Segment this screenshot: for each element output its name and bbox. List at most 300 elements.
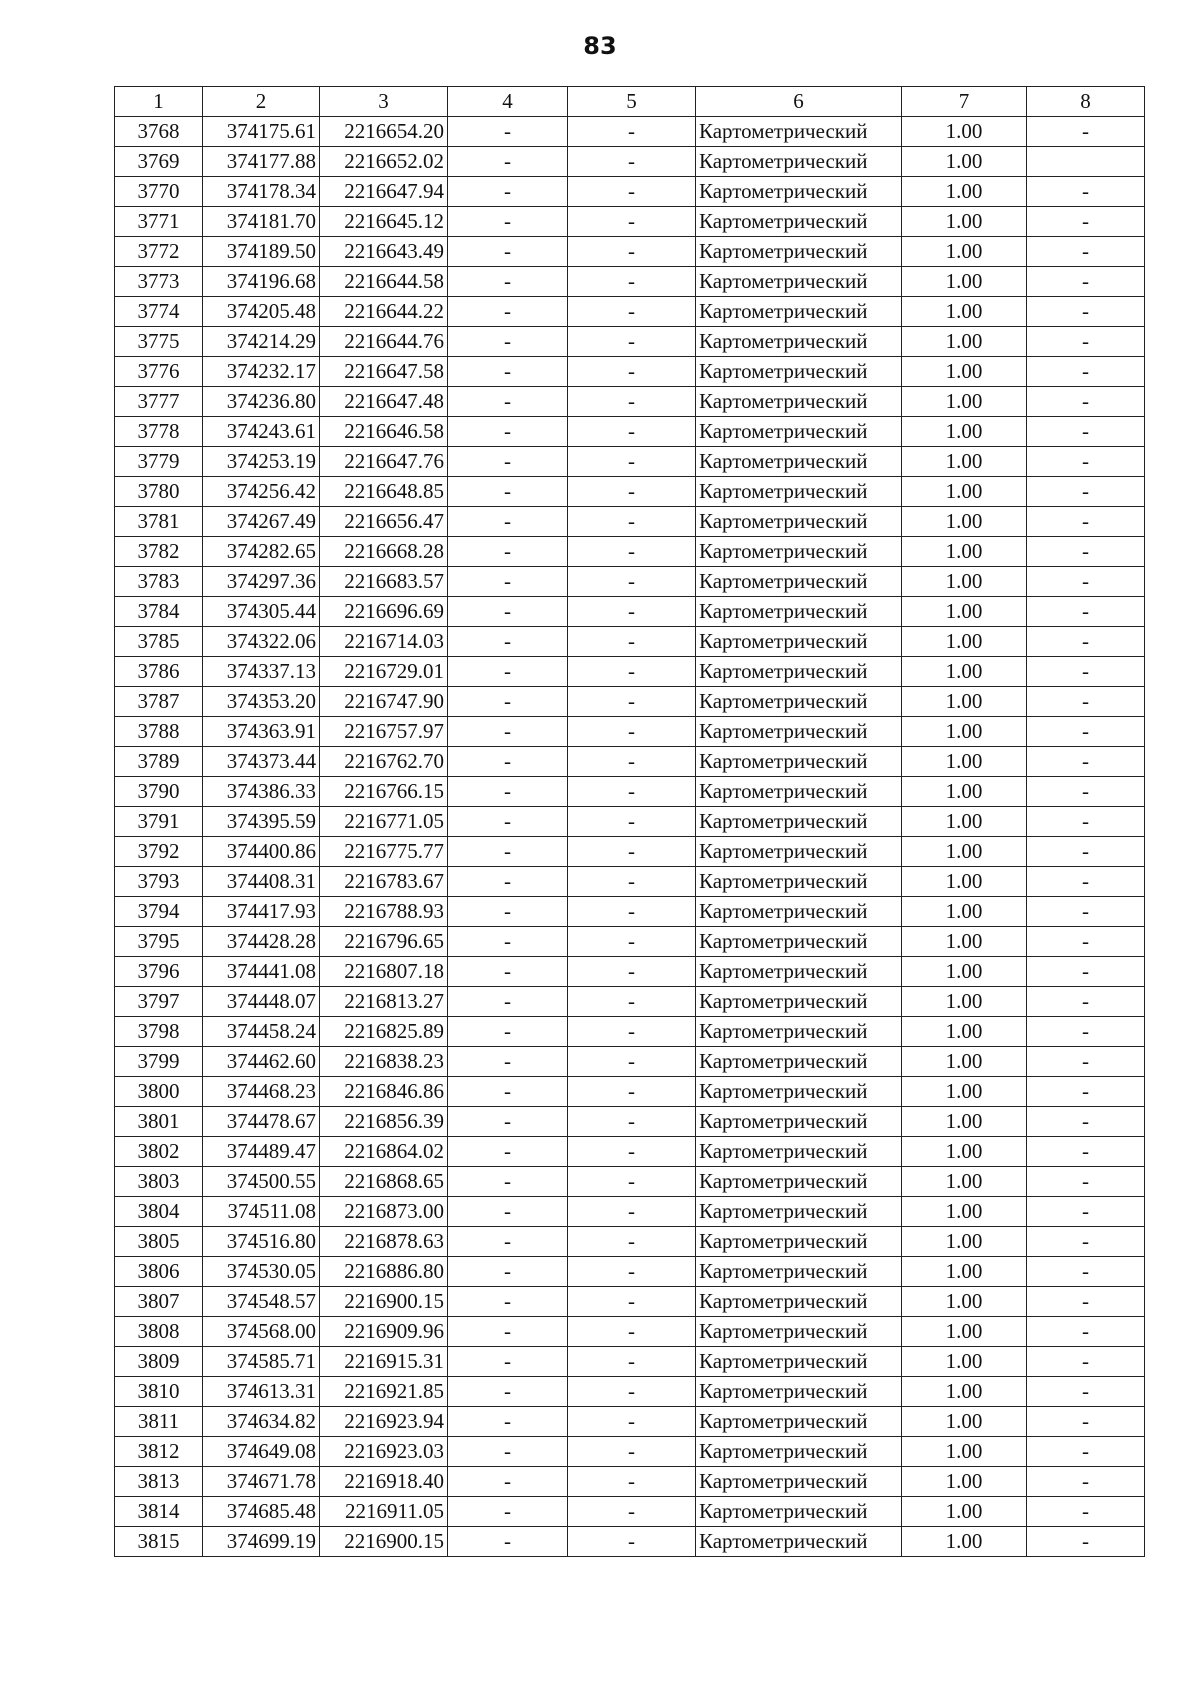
point-number-cell: 3784 — [115, 597, 203, 627]
y-coordinate-cell: 2216644.58 — [320, 267, 448, 297]
table-row — [115, 1257, 1145, 1287]
point-number-cell: 3814 — [115, 1497, 203, 1527]
table-row — [115, 1137, 1145, 1167]
y-coordinate-cell: 2216864.02 — [320, 1137, 448, 1167]
column-4-cell: - — [448, 1527, 568, 1557]
table-row — [115, 177, 1145, 207]
point-number-cell: 3772 — [115, 237, 203, 267]
column-8-cell: - — [1027, 1407, 1145, 1437]
column-8-cell: - — [1027, 627, 1145, 657]
column-header-6: 6 — [696, 87, 902, 117]
method-cell: Картометрический — [696, 267, 902, 297]
point-number-cell: 3783 — [115, 567, 203, 597]
x-coordinate-cell: 374417.93 — [203, 897, 320, 927]
x-coordinate-cell: 374548.57 — [203, 1287, 320, 1317]
method-cell: Картометрический — [696, 687, 902, 717]
x-coordinate-cell: 374468.23 — [203, 1077, 320, 1107]
accuracy-cell: 1.00 — [902, 417, 1027, 447]
table-row — [115, 447, 1145, 477]
column-4-cell: - — [448, 447, 568, 477]
table-row — [115, 777, 1145, 807]
column-8-cell: - — [1027, 117, 1145, 147]
column-8-cell: - — [1027, 1467, 1145, 1497]
column-5-cell: - — [568, 1197, 696, 1227]
x-coordinate-cell: 374297.36 — [203, 567, 320, 597]
accuracy-cell: 1.00 — [902, 897, 1027, 927]
point-number-cell: 3793 — [115, 867, 203, 897]
method-cell: Картометрический — [696, 507, 902, 537]
method-cell: Картометрический — [696, 927, 902, 957]
column-8-cell: - — [1027, 1257, 1145, 1287]
column-5-cell: - — [568, 687, 696, 717]
column-8-cell: - — [1027, 897, 1145, 927]
point-number-cell: 3806 — [115, 1257, 203, 1287]
column-8-cell: - — [1027, 537, 1145, 567]
x-coordinate-cell: 374585.71 — [203, 1347, 320, 1377]
table-row — [115, 867, 1145, 897]
accuracy-cell: 1.00 — [902, 1047, 1027, 1077]
column-8-cell: - — [1027, 987, 1145, 1017]
table-row — [115, 117, 1145, 147]
accuracy-cell: 1.00 — [902, 1167, 1027, 1197]
method-cell: Картометрический — [696, 447, 902, 477]
x-coordinate-cell: 374649.08 — [203, 1437, 320, 1467]
column-8-cell — [1027, 147, 1145, 177]
column-8-cell: - — [1027, 1227, 1145, 1257]
table-header-row — [115, 87, 1145, 117]
column-4-cell: - — [448, 1107, 568, 1137]
method-cell: Картометрический — [696, 327, 902, 357]
point-number-cell: 3779 — [115, 447, 203, 477]
point-number-cell: 3802 — [115, 1137, 203, 1167]
column-8-cell: - — [1027, 1107, 1145, 1137]
y-coordinate-cell: 2216648.85 — [320, 477, 448, 507]
x-coordinate-cell: 374613.31 — [203, 1377, 320, 1407]
point-number-cell: 3801 — [115, 1107, 203, 1137]
y-coordinate-cell: 2216645.12 — [320, 207, 448, 237]
column-8-cell: - — [1027, 807, 1145, 837]
column-4-cell: - — [448, 867, 568, 897]
column-5-cell: - — [568, 777, 696, 807]
column-4-cell: - — [448, 1167, 568, 1197]
column-4-cell: - — [448, 1077, 568, 1107]
accuracy-cell: 1.00 — [902, 117, 1027, 147]
table-row — [115, 837, 1145, 867]
accuracy-cell: 1.00 — [902, 177, 1027, 207]
point-number-cell: 3768 — [115, 117, 203, 147]
y-coordinate-cell: 2216856.39 — [320, 1107, 448, 1137]
column-4-cell: - — [448, 417, 568, 447]
column-header-4: 4 — [448, 87, 568, 117]
accuracy-cell: 1.00 — [902, 1467, 1027, 1497]
table-row — [115, 567, 1145, 597]
column-5-cell: - — [568, 657, 696, 687]
point-number-cell: 3778 — [115, 417, 203, 447]
method-cell: Картометрический — [696, 627, 902, 657]
x-coordinate-cell: 374322.06 — [203, 627, 320, 657]
accuracy-cell: 1.00 — [902, 627, 1027, 657]
column-4-cell: - — [448, 567, 568, 597]
point-number-cell: 3808 — [115, 1317, 203, 1347]
y-coordinate-cell: 2216714.03 — [320, 627, 448, 657]
column-5-cell: - — [568, 447, 696, 477]
table-row — [115, 1047, 1145, 1077]
x-coordinate-cell: 374395.59 — [203, 807, 320, 837]
accuracy-cell: 1.00 — [902, 1527, 1027, 1557]
point-number-cell: 3811 — [115, 1407, 203, 1437]
column-4-cell: - — [448, 237, 568, 267]
accuracy-cell: 1.00 — [902, 477, 1027, 507]
column-5-cell: - — [568, 357, 696, 387]
accuracy-cell: 1.00 — [902, 1017, 1027, 1047]
column-8-cell: - — [1027, 1497, 1145, 1527]
point-number-cell: 3796 — [115, 957, 203, 987]
column-5-cell: - — [568, 237, 696, 267]
method-cell: Картометрический — [696, 1107, 902, 1137]
point-number-cell: 3782 — [115, 537, 203, 567]
accuracy-cell: 1.00 — [902, 357, 1027, 387]
accuracy-cell: 1.00 — [902, 987, 1027, 1017]
point-number-cell: 3813 — [115, 1467, 203, 1497]
column-4-cell: - — [448, 957, 568, 987]
column-4-cell: - — [448, 627, 568, 657]
accuracy-cell: 1.00 — [902, 1227, 1027, 1257]
x-coordinate-cell: 374175.61 — [203, 117, 320, 147]
accuracy-cell: 1.00 — [902, 237, 1027, 267]
y-coordinate-cell: 2216757.97 — [320, 717, 448, 747]
column-5-cell: - — [568, 1047, 696, 1077]
x-coordinate-cell: 374181.70 — [203, 207, 320, 237]
column-8-cell: - — [1027, 1137, 1145, 1167]
point-number-cell: 3804 — [115, 1197, 203, 1227]
table-row — [115, 297, 1145, 327]
x-coordinate-cell: 374282.65 — [203, 537, 320, 567]
table-row — [115, 357, 1145, 387]
y-coordinate-cell: 2216656.47 — [320, 507, 448, 537]
table-row — [115, 987, 1145, 1017]
column-5-cell: - — [568, 1107, 696, 1137]
column-5-cell: - — [568, 1077, 696, 1107]
y-coordinate-cell: 2216747.90 — [320, 687, 448, 717]
method-cell: Картометрический — [696, 807, 902, 837]
x-coordinate-cell: 374671.78 — [203, 1467, 320, 1497]
table-row — [115, 1377, 1145, 1407]
column-4-cell: - — [448, 1197, 568, 1227]
x-coordinate-cell: 374634.82 — [203, 1407, 320, 1437]
y-coordinate-cell: 2216923.94 — [320, 1407, 448, 1437]
column-5-cell: - — [568, 1527, 696, 1557]
y-coordinate-cell: 2216796.65 — [320, 927, 448, 957]
method-cell: Картометрический — [696, 117, 902, 147]
column-5-cell: - — [568, 1017, 696, 1047]
table-row — [115, 417, 1145, 447]
method-cell: Картометрический — [696, 1227, 902, 1257]
point-number-cell: 3769 — [115, 147, 203, 177]
coordinates-table — [114, 86, 1145, 1557]
column-8-cell: - — [1027, 957, 1145, 987]
point-number-cell: 3788 — [115, 717, 203, 747]
column-4-cell: - — [448, 117, 568, 147]
column-4-cell: - — [448, 147, 568, 177]
y-coordinate-cell: 2216696.69 — [320, 597, 448, 627]
y-coordinate-cell: 2216909.96 — [320, 1317, 448, 1347]
column-4-cell: - — [448, 387, 568, 417]
y-coordinate-cell: 2216654.20 — [320, 117, 448, 147]
x-coordinate-cell: 374177.88 — [203, 147, 320, 177]
y-coordinate-cell: 2216775.77 — [320, 837, 448, 867]
point-number-cell: 3798 — [115, 1017, 203, 1047]
x-coordinate-cell: 374253.19 — [203, 447, 320, 477]
x-coordinate-cell: 374516.80 — [203, 1227, 320, 1257]
table-row — [115, 1437, 1145, 1467]
method-cell: Картометрический — [696, 897, 902, 927]
column-4-cell: - — [448, 837, 568, 867]
column-4-cell: - — [448, 717, 568, 747]
accuracy-cell: 1.00 — [902, 387, 1027, 417]
column-8-cell: - — [1027, 1167, 1145, 1197]
table-row — [115, 1317, 1145, 1347]
method-cell: Картометрический — [696, 1137, 902, 1167]
column-4-cell: - — [448, 777, 568, 807]
table-row — [115, 1287, 1145, 1317]
column-8-cell: - — [1027, 1287, 1145, 1317]
y-coordinate-cell: 2216668.28 — [320, 537, 448, 567]
y-coordinate-cell: 2216868.65 — [320, 1167, 448, 1197]
column-8-cell: - — [1027, 447, 1145, 477]
point-number-cell: 3780 — [115, 477, 203, 507]
point-number-cell: 3800 — [115, 1077, 203, 1107]
column-5-cell: - — [568, 1437, 696, 1467]
column-4-cell: - — [448, 1407, 568, 1437]
column-4-cell: - — [448, 807, 568, 837]
method-cell: Картометрический — [696, 747, 902, 777]
accuracy-cell: 1.00 — [902, 1107, 1027, 1137]
column-4-cell: - — [448, 1287, 568, 1317]
method-cell: Картометрический — [696, 1497, 902, 1527]
method-cell: Картометрический — [696, 1257, 902, 1287]
column-5-cell: - — [568, 1467, 696, 1497]
point-number-cell: 3771 — [115, 207, 203, 237]
column-8-cell: - — [1027, 237, 1145, 267]
column-5-cell: - — [568, 1347, 696, 1377]
column-4-cell: - — [448, 1257, 568, 1287]
method-cell: Картометрический — [696, 237, 902, 267]
column-8-cell: - — [1027, 747, 1145, 777]
column-header-8: 8 — [1027, 87, 1145, 117]
table-row — [115, 1497, 1145, 1527]
y-coordinate-cell: 2216900.15 — [320, 1287, 448, 1317]
accuracy-cell: 1.00 — [902, 1287, 1027, 1317]
x-coordinate-cell: 374386.33 — [203, 777, 320, 807]
column-8-cell: - — [1027, 597, 1145, 627]
x-coordinate-cell: 374530.05 — [203, 1257, 320, 1287]
accuracy-cell: 1.00 — [902, 1197, 1027, 1227]
method-cell: Картометрический — [696, 1317, 902, 1347]
column-5-cell: - — [568, 1377, 696, 1407]
accuracy-cell: 1.00 — [902, 837, 1027, 867]
method-cell: Картометрический — [696, 567, 902, 597]
y-coordinate-cell: 2216643.49 — [320, 237, 448, 267]
table-row — [115, 207, 1145, 237]
column-4-cell: - — [448, 327, 568, 357]
column-header-3: 3 — [320, 87, 448, 117]
column-8-cell: - — [1027, 717, 1145, 747]
y-coordinate-cell: 2216644.76 — [320, 327, 448, 357]
x-coordinate-cell: 374685.48 — [203, 1497, 320, 1527]
y-coordinate-cell: 2216647.58 — [320, 357, 448, 387]
table-row — [115, 267, 1145, 297]
column-4-cell: - — [448, 267, 568, 297]
column-5-cell: - — [568, 957, 696, 987]
column-4-cell: - — [448, 1317, 568, 1347]
y-coordinate-cell: 2216647.48 — [320, 387, 448, 417]
column-5-cell: - — [568, 1257, 696, 1287]
point-number-cell: 3799 — [115, 1047, 203, 1077]
x-coordinate-cell: 374478.67 — [203, 1107, 320, 1137]
accuracy-cell: 1.00 — [902, 567, 1027, 597]
y-coordinate-cell: 2216807.18 — [320, 957, 448, 987]
column-header-5: 5 — [568, 87, 696, 117]
x-coordinate-cell: 374337.13 — [203, 657, 320, 687]
y-coordinate-cell: 2216647.76 — [320, 447, 448, 477]
table-body — [115, 117, 1145, 1557]
point-number-cell: 3812 — [115, 1437, 203, 1467]
column-5-cell: - — [568, 987, 696, 1017]
column-5-cell: - — [568, 897, 696, 927]
y-coordinate-cell: 2216647.94 — [320, 177, 448, 207]
method-cell: Картометрический — [696, 357, 902, 387]
table-row — [115, 537, 1145, 567]
page-number: 83 — [583, 32, 617, 60]
column-8-cell: - — [1027, 387, 1145, 417]
method-cell: Картометрический — [696, 477, 902, 507]
accuracy-cell: 1.00 — [902, 1077, 1027, 1107]
accuracy-cell: 1.00 — [902, 1137, 1027, 1167]
column-5-cell: - — [568, 417, 696, 447]
column-4-cell: - — [448, 1347, 568, 1377]
accuracy-cell: 1.00 — [902, 1377, 1027, 1407]
table-row — [115, 1077, 1145, 1107]
method-cell: Картометрический — [696, 387, 902, 417]
point-number-cell: 3795 — [115, 927, 203, 957]
accuracy-cell: 1.00 — [902, 957, 1027, 987]
y-coordinate-cell: 2216646.58 — [320, 417, 448, 447]
x-coordinate-cell: 374400.86 — [203, 837, 320, 867]
column-4-cell: - — [448, 207, 568, 237]
column-5-cell: - — [568, 867, 696, 897]
column-4-cell: - — [448, 1047, 568, 1077]
accuracy-cell: 1.00 — [902, 297, 1027, 327]
point-number-cell: 3786 — [115, 657, 203, 687]
x-coordinate-cell: 374236.80 — [203, 387, 320, 417]
y-coordinate-cell: 2216788.93 — [320, 897, 448, 927]
x-coordinate-cell: 374205.48 — [203, 297, 320, 327]
y-coordinate-cell: 2216915.31 — [320, 1347, 448, 1377]
method-cell: Картометрический — [696, 1017, 902, 1047]
point-number-cell: 3777 — [115, 387, 203, 417]
column-4-cell: - — [448, 657, 568, 687]
method-cell: Картометрический — [696, 1467, 902, 1497]
point-number-cell: 3773 — [115, 267, 203, 297]
column-4-cell: - — [448, 987, 568, 1017]
column-5-cell: - — [568, 387, 696, 417]
y-coordinate-cell: 2216838.23 — [320, 1047, 448, 1077]
column-5-cell: - — [568, 807, 696, 837]
method-cell: Картометрический — [696, 1527, 902, 1557]
point-number-cell: 3791 — [115, 807, 203, 837]
x-coordinate-cell: 374178.34 — [203, 177, 320, 207]
table-row — [115, 1107, 1145, 1137]
point-number-cell: 3805 — [115, 1227, 203, 1257]
table-row — [115, 597, 1145, 627]
x-coordinate-cell: 374568.00 — [203, 1317, 320, 1347]
point-number-cell: 3794 — [115, 897, 203, 927]
accuracy-cell: 1.00 — [902, 807, 1027, 837]
column-4-cell: - — [448, 1137, 568, 1167]
y-coordinate-cell: 2216900.15 — [320, 1527, 448, 1557]
column-5-cell: - — [568, 117, 696, 147]
x-coordinate-cell: 374489.47 — [203, 1137, 320, 1167]
table-row — [115, 477, 1145, 507]
column-5-cell: - — [568, 747, 696, 777]
column-5-cell: - — [568, 327, 696, 357]
y-coordinate-cell: 2216771.05 — [320, 807, 448, 837]
column-4-cell: - — [448, 1437, 568, 1467]
method-cell: Картометрический — [696, 957, 902, 987]
table-row — [115, 1467, 1145, 1497]
point-number-cell: 3809 — [115, 1347, 203, 1377]
table-row — [115, 237, 1145, 267]
x-coordinate-cell: 374232.17 — [203, 357, 320, 387]
accuracy-cell: 1.00 — [902, 1407, 1027, 1437]
table-row — [115, 657, 1145, 687]
column-8-cell: - — [1027, 267, 1145, 297]
column-4-cell: - — [448, 297, 568, 327]
method-cell: Картометрический — [696, 297, 902, 327]
column-4-cell: - — [448, 177, 568, 207]
column-header-2: 2 — [203, 87, 320, 117]
accuracy-cell: 1.00 — [902, 1257, 1027, 1287]
x-coordinate-cell: 374441.08 — [203, 957, 320, 987]
column-8-cell: - — [1027, 1047, 1145, 1077]
point-number-cell: 3815 — [115, 1527, 203, 1557]
x-coordinate-cell: 374363.91 — [203, 717, 320, 747]
accuracy-cell: 1.00 — [902, 747, 1027, 777]
column-8-cell: - — [1027, 687, 1145, 717]
column-header-1: 1 — [115, 87, 203, 117]
y-coordinate-cell: 2216911.05 — [320, 1497, 448, 1527]
column-8-cell: - — [1027, 507, 1145, 537]
point-number-cell: 3803 — [115, 1167, 203, 1197]
y-coordinate-cell: 2216783.67 — [320, 867, 448, 897]
x-coordinate-cell: 374189.50 — [203, 237, 320, 267]
method-cell: Картометрический — [696, 1377, 902, 1407]
method-cell: Картометрический — [696, 207, 902, 237]
column-5-cell: - — [568, 477, 696, 507]
column-5-cell: - — [568, 1137, 696, 1167]
column-5-cell: - — [568, 1407, 696, 1437]
column-5-cell: - — [568, 147, 696, 177]
column-8-cell: - — [1027, 1017, 1145, 1047]
y-coordinate-cell: 2216846.86 — [320, 1077, 448, 1107]
table-row — [115, 807, 1145, 837]
x-coordinate-cell: 374408.31 — [203, 867, 320, 897]
point-number-cell: 3787 — [115, 687, 203, 717]
x-coordinate-cell: 374305.44 — [203, 597, 320, 627]
accuracy-cell: 1.00 — [902, 867, 1027, 897]
x-coordinate-cell: 374243.61 — [203, 417, 320, 447]
column-4-cell: - — [448, 507, 568, 537]
